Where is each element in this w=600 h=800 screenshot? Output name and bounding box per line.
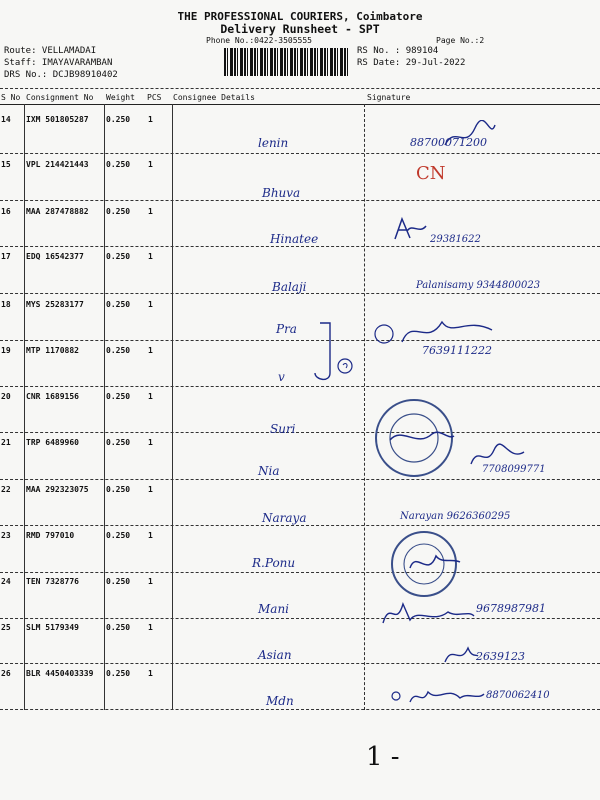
row-consignment: TRP 6489960 [26,438,79,447]
row-signature-note: 88700071200 [410,136,487,149]
row-consignment: VPL 214421443 [26,160,89,169]
row-sno: 21 [1,438,11,447]
header-bottom-rule [0,104,600,105]
row-pcs: 1 [148,438,153,447]
row-rule [0,618,600,619]
company-title: THE PROFESSIONAL COURIERS, Coimbatore [177,10,423,23]
sheet-title: Delivery Runsheet - SPT [220,22,380,36]
row-consignment: EDQ 16542377 [26,252,84,261]
col-sep [24,104,25,710]
company-stamp [386,528,466,598]
row-consignee: Bhuva [262,186,301,200]
row-consignment: RMD 797010 [26,531,75,540]
row-consignee: Nia [258,464,280,478]
drs-number: DRS No.: DCJB98910402 [4,70,118,80]
row-consignment: SLM 5179349 [26,623,79,632]
row-rule [0,153,600,154]
row-pcs: 1 [148,485,153,494]
row-sno: 26 [1,669,11,678]
col-header-consignee: Consignee Details [173,93,255,102]
row-rule [0,340,600,341]
row-signature-note: Narayan 9626360295 [400,511,511,522]
signature-scribble [440,640,480,670]
row-pcs: 1 [148,207,153,216]
row-pcs: 1 [148,531,153,540]
route-label: Route: VELLAMADAI [4,46,97,56]
row-signature-note: 2639123 [476,650,525,663]
row-rule [0,525,600,526]
row-consignment: MAA 292323075 [26,485,89,494]
col-header-sno: S No [1,93,21,102]
col-sep [364,104,365,710]
row-weight: 0.250 [106,577,131,586]
row-signature-note: 7639111222 [422,344,492,357]
row-signature-note: CN [416,163,446,184]
staff-label: Staff: IMAYAVARAMBAN [4,58,113,68]
row-signature-note: Palanisamy 9344800023 [416,280,541,291]
row-rule [0,479,600,480]
signature-scribble [388,682,488,710]
row-sno: 19 [1,346,11,355]
row-consignment: IXM 501805287 [26,115,89,124]
col-sep [104,104,105,710]
row-weight: 0.250 [106,392,131,401]
row-consignee: Suri [270,422,296,436]
row-signature-note: 9678987981 [476,602,546,615]
row-sno: 23 [1,531,11,540]
row-rule [0,709,600,710]
signature-scribble [372,312,502,352]
row-weight: 0.250 [106,252,131,261]
col-header-signature: Signature [367,93,411,102]
signature-scribble [440,120,500,150]
row-sno: 14 [1,115,11,124]
row-sno: 22 [1,485,11,494]
row-sno: 18 [1,300,11,309]
row-consignment: MTP 1170882 [26,346,79,355]
row-consignee: Naraya [262,511,307,525]
col-header-weight: Weight [106,93,135,102]
row-weight: 0.250 [106,485,131,494]
col-sep [172,104,173,710]
row-pcs: 1 [148,669,153,678]
row-weight: 0.250 [106,346,131,355]
row-pcs: 1 [148,160,153,169]
row-weight: 0.250 [106,300,131,309]
col-header-consignment: Consignment No [26,93,94,102]
row-rule [0,432,600,433]
row-weight: 0.250 [106,207,131,216]
row-rule [0,386,600,387]
signature-scribble [378,598,478,628]
row-sno: 20 [1,392,11,401]
barcode-image [224,48,348,76]
footer-signature: 8870062410 [486,690,550,701]
row-pcs: 1 [148,577,153,586]
signature-scribble [390,214,430,244]
page-number: Page No.:2 [436,36,485,45]
row-sno: 15 [1,160,11,169]
row-rule [0,572,600,573]
row-consignment: CNR 1689156 [26,392,79,401]
row-consignment: MAA 287478882 [26,207,89,216]
company-stamp [372,396,456,480]
row-pcs: 1 [148,115,153,124]
row-weight: 0.250 [106,669,131,678]
rs-date: RS Date: 29-Jul-2022 [357,58,466,68]
row-pcs: 1 [148,623,153,632]
row-weight: 0.250 [106,115,131,124]
row-pcs: 1 [148,300,153,309]
page-mark: 1 - [366,742,400,772]
row-consignment: BLR 4450403339 [26,669,94,678]
row-consignee: Asian [258,648,292,662]
row-sno: 17 [1,252,11,261]
row-weight: 0.250 [106,531,131,540]
footer-consignee: Mdn [266,694,294,708]
row-signature-note: 7708099771 [482,464,546,475]
rs-number: RS No. : 989104 [357,46,439,56]
col-header-pcs: PCS [147,93,162,102]
row-consignee: v [278,370,285,384]
row-sno: 24 [1,577,11,586]
row-consignee: Mani [258,602,290,616]
row-consignment: TEN 7328776 [26,577,79,586]
row-consignee: R.Ponu [252,556,296,570]
row-sno: 16 [1,207,11,216]
row-consignment: MYS 25283177 [26,300,84,309]
signature-scribble [310,318,370,388]
row-rule [0,663,600,664]
row-consignee: Pra [276,322,297,336]
row-signature-note: 29381622 [430,234,481,245]
row-pcs: 1 [148,346,153,355]
signature-scribble [468,440,528,470]
header-top-rule [0,88,600,89]
row-consignee: Hinatee [270,232,319,246]
row-rule [0,200,600,201]
row-pcs: 1 [148,252,153,261]
row-pcs: 1 [148,392,153,401]
row-consignee: lenin [258,136,289,150]
row-consignee: Balaji [272,280,307,294]
row-weight: 0.250 [106,438,131,447]
phone-number: Phone No.:0422-3505555 [206,36,312,45]
row-weight: 0.250 [106,623,131,632]
row-sno: 25 [1,623,11,632]
row-weight: 0.250 [106,160,131,169]
row-rule [0,246,600,247]
